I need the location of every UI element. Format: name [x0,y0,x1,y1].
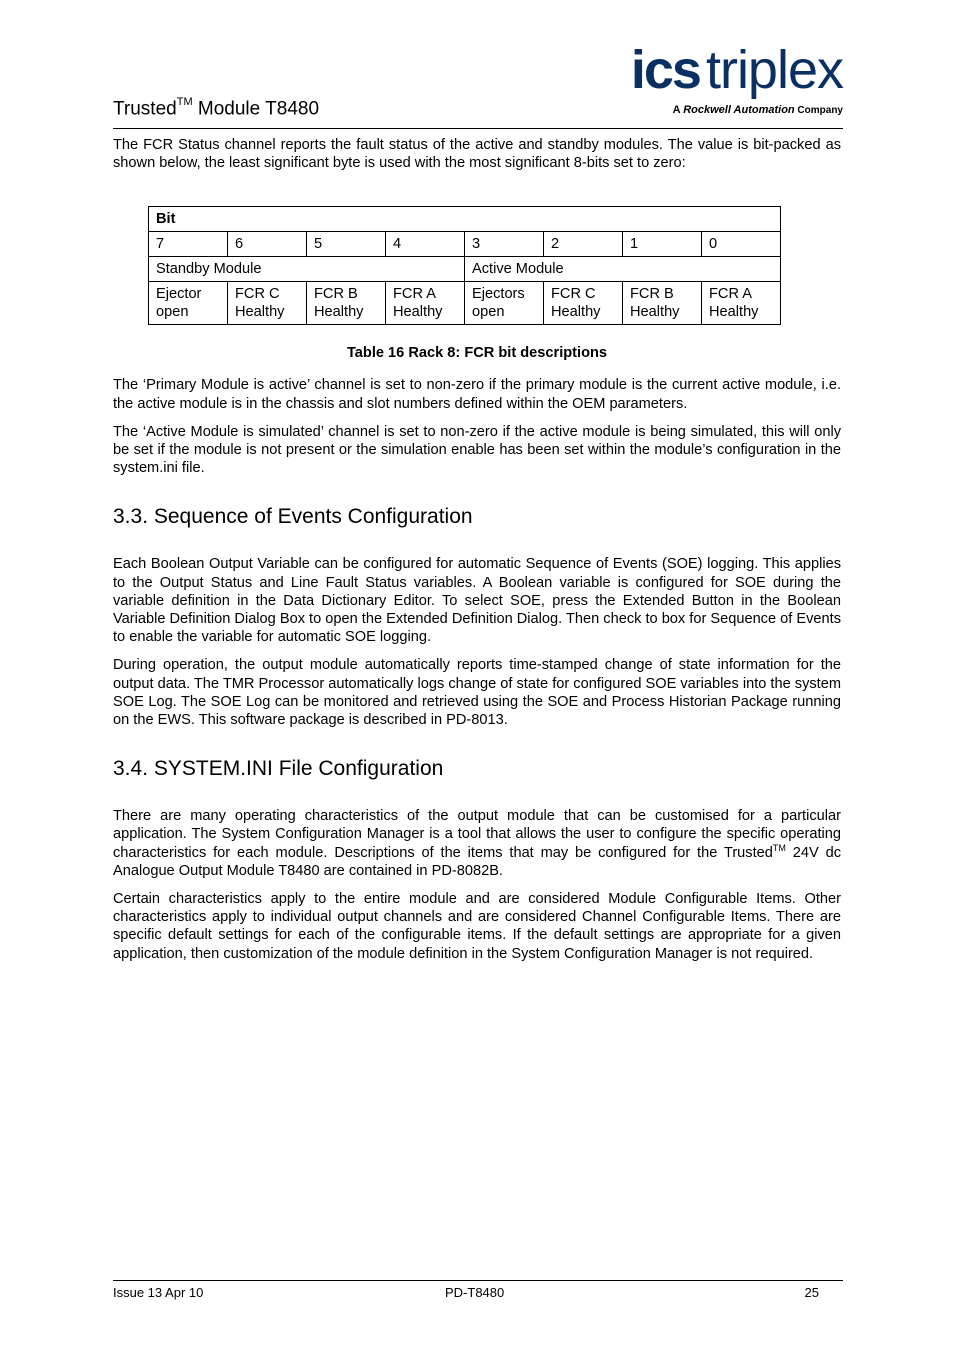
page-content [113,136,841,973]
trademark-sup: TM [772,842,786,853]
page-header [113,40,843,129]
description-line: Healthy [235,304,285,321]
footer-doc-id: PD-T8480 [445,1285,505,1300]
description-line: FCR B [314,286,358,303]
logo-tag-a: A [672,104,684,116]
bit-cell: 2 [544,232,623,257]
bit-cell: 0 [702,232,781,257]
description-cell [544,282,623,325]
header-title [113,98,319,120]
table-header-row [149,207,781,232]
description-line: FCR A [393,286,436,303]
intro-paragraph: The FCR Status channel reports the fault status of the active and standby modules. The value is bit-packed as shown below, the least significant byte is used with the most significant 8-bits set to zero: [113,137,841,172]
logo-tag-company: Company [794,105,843,116]
logo-wordmark [631,42,843,98]
primary-module-paragraph: The ‘Primary Module is active’ channel is set to non-zero if the primary module is the current active module, i.e. the active module is in the chassis and slot numbers defined within the OEM parameters. [113,377,841,412]
soe-paragraph-2: During operation, the output module automatically reports time-stamped change of state information for the output data. The TMR Processor automatically logs change of state for configured SOE variables into the system SOE Log. The SOE Log can be monitored and retrieved using the SOE and Process Historian Package running on the EWS. This software package is described in PD-8013. [113,657,841,729]
table-caption: Table 16 Rack 8: FCR bit descriptions [346,345,608,362]
footer-page-number: 25 [804,1285,819,1300]
system-ini-paragraph-2: Certain characteristics apply to the entire module and are considered Module Configurable Items. Other characteristics apply to individual output channels and are considered Channel Configurable Items. There are specific default settings for each of the configurable items. If the default settings are appropriate for a given application, then customization of the module definition in the System Configuration Manager is not required. [113,891,841,962]
description-line: open [472,304,505,321]
description-line: FCR A [709,286,752,303]
logo-tagline [673,104,843,116]
description-line: Healthy [709,304,759,321]
description-cell [149,282,228,325]
table-bit-number-row [149,232,781,257]
header-title-suffix: Module T8480 [192,98,320,120]
logo-triplex: triplex [705,40,843,100]
description-cell [307,282,386,325]
soe-paragraph-1: Each Boolean Output Variable can be configured for automatic Sequence of Events (SOE) logging. This applies to the Output Status and Line Fault Status variables. A Boolean variable is configured for SOE during the variable definition in the Data Dictionary Editor. To select SOE, press the Extended Button in the Boolean Variable Definition Dialog Box to open the Extended Definition Dialog. Then check to box for Sequence of Events to enable the variable for automatic SOE logging. [113,556,841,646]
bit-cell: 4 [386,232,465,257]
header-title-prefix: Trusted [113,98,177,120]
logo-tag-rockwell: Rockwell Automation [683,104,795,116]
description-line: open [156,304,189,321]
fcr-bit-table [148,206,781,325]
logo-ics: ics [630,40,700,100]
ics-triplex-logo [611,42,843,120]
description-line: Healthy [314,304,364,321]
system-ini-p1-part2: 24V dc Analogue Output Module T8480 are contained in PD-8082B. [113,844,841,879]
table-group-row [149,257,781,282]
description-line: FCR C [551,286,596,303]
bit-cell: 1 [623,232,702,257]
description-line: Ejector [156,286,202,303]
simulated-module-paragraph: The ‘Active Module is simulated’ channel is set to non-zero if the active module is being simulated, this will only be set if the module is not present or the simulation enable has been set within the module’s configuration in the system.ini file. [113,423,841,477]
description-line: FCR B [630,286,674,303]
footer-issue: Issue 13 Apr 10 [113,1285,204,1300]
description-line: FCR C [235,286,280,303]
system-ini-paragraph-1 [113,807,841,880]
bit-cell: 7 [149,232,228,257]
section-heading-system-ini: 3.4. SYSTEM.INI File Configuration [113,757,444,781]
bit-cell: 6 [228,232,307,257]
description-line: Healthy [551,304,601,321]
table-header-bit: Bit [149,207,781,232]
description-line: Healthy [630,304,680,321]
description-cell [702,282,781,325]
bit-cell: 5 [307,232,386,257]
description-line: Healthy [393,304,443,321]
description-cell [228,282,307,325]
group-cell-standby: Standby Module [149,257,465,282]
group-cell-active: Active Module [465,257,781,282]
system-ini-p1-part1: There are many operating characteristics of the output module that can be customised for a particular application. The System Configuration Manager is a tool that allows the user to configure the specific operating characteristics for each module. Descriptions of the items that may be configured for the Trusted [113,808,841,861]
section-heading-soe: 3.3. Sequence of Events Configuration [113,505,473,529]
description-cell [386,282,465,325]
description-cell [465,282,544,325]
bit-cell: 3 [465,232,544,257]
description-line: Ejectors [472,286,525,303]
description-cell [623,282,702,325]
trademark-sup: TM [176,96,193,108]
table-description-row [149,282,781,325]
page-footer [113,1280,843,1301]
